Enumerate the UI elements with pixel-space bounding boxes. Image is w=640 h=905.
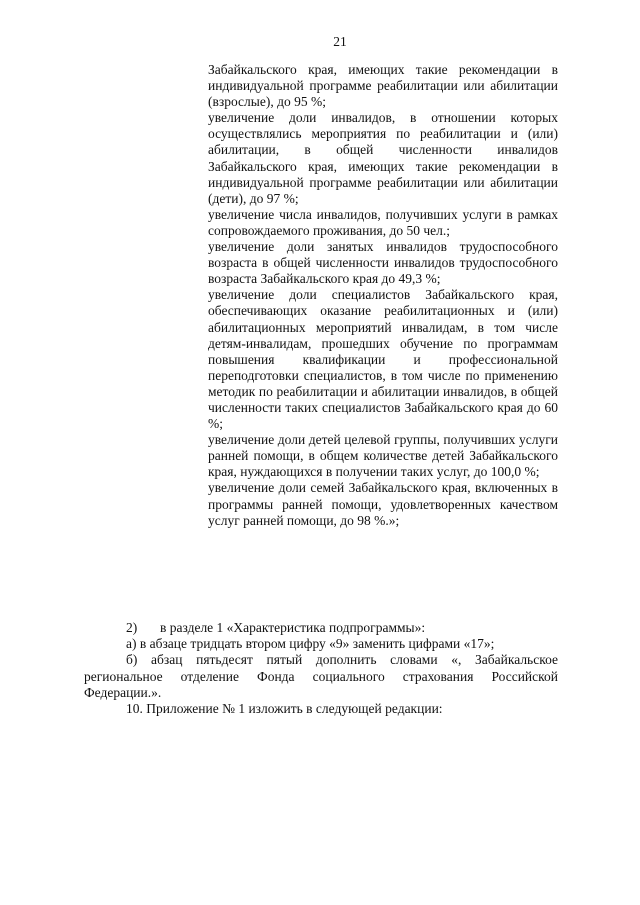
- item-number: 2): [126, 620, 138, 635]
- amendment-item-10: 10. Приложение № 1 изложить в следующей редакции:: [126, 701, 443, 717]
- subitem-a: а) в абзаце тридцать втором цифру «9» заменить цифрами «17»;: [126, 636, 495, 652]
- subitem-b: б) абзац пятьдесят пятый дополнить словами «, Забайкальское региональное отделение Фонда социального страхования Российской Федерации.».: [84, 652, 558, 700]
- target-indicator: увеличение доли семей Забайкальского края, включенных в программы ранней помощи, удовлетворенных качеством услуг ранней помощи, до 98 %.»;: [208, 480, 558, 528]
- amendment-item-2: [84, 620, 558, 636]
- target-indicator: увеличение доли специалистов Забайкальского края, обеспечивающих оказание реабилитационных и (или) абилитационных мероприятий инвалидам, в том числе детям-инвалидам, прошедших обучение по программам повышения квалификации и профессиональной переподготовки специалистов, в том числе по применению методик по реабилитации и абилитации инвалидов, в общей численности таких специалистов Забайкальского края до 60 %;: [208, 287, 558, 432]
- target-indicator: увеличение числа инвалидов, получивших услуги в рамках сопровождаемого проживания, до 50 чел.;: [208, 206, 558, 238]
- target-indicator: увеличение доли занятых инвалидов трудоспособного возраста в общей численности инвалидов трудоспособного возраста Забайкальского края до 49,3 %;: [208, 239, 558, 287]
- item-text: в разделе 1 «Характеристика подпрограммы»:: [160, 620, 426, 635]
- target-indicator: Забайкальского края, имеющих такие рекомендации в индивидуальной программе реабилитации или абилитации (взрослые), до 95 %;: [208, 62, 558, 110]
- page-number: 21: [333, 34, 347, 49]
- amendments-body: [84, 620, 558, 717]
- target-indicator: увеличение доли инвалидов, в отношении которых осуществлялись мероприятия по реабилитации и (или) абилитации, в общей численности инвалидов Забайкальского края, имеющих такие рекомендации в индивидуальной программе реабилитации или абилитации (дети), до 97 %;: [208, 110, 558, 206]
- target-indicator: увеличение доли детей целевой группы, получивших услуги ранней помощи, в общем количестве детей Забайкальского края, нуждающихся в получении таких услуг, до 100,0 %;: [208, 432, 558, 480]
- target-indicators-list: [208, 62, 558, 529]
